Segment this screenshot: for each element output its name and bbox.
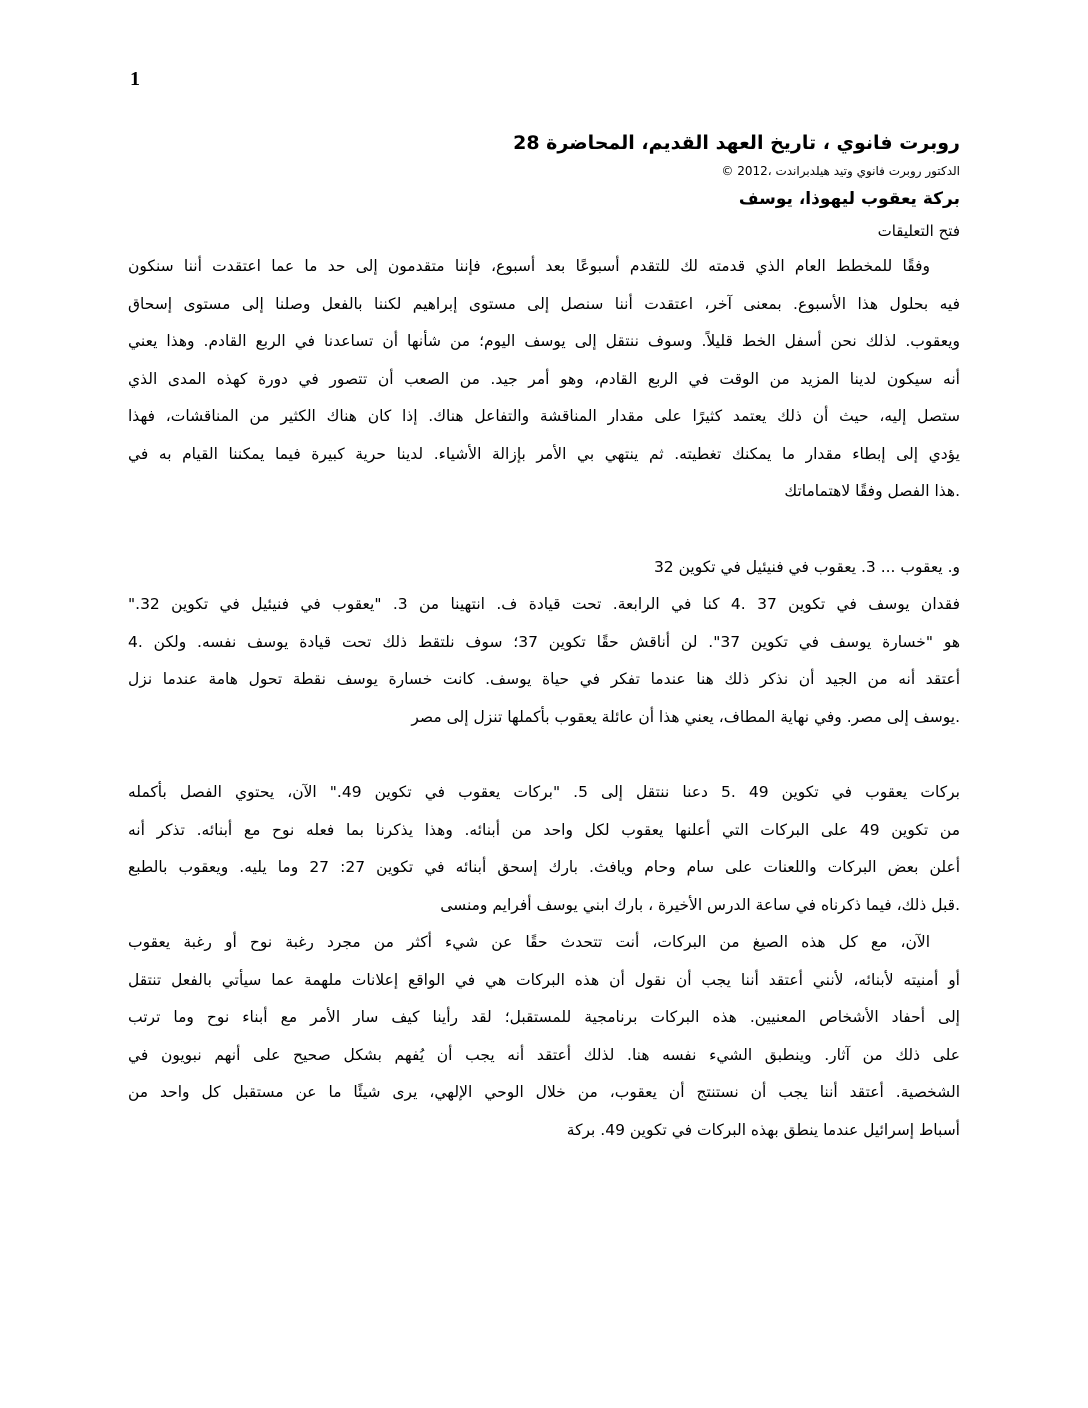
text-line: فقدان يوسف في تكوين 37 .4 كنا في الرابعة. تحت قيادة ف. انتهينا من 3. "يعقوب في فنيئيل في تكوين 32.": [128, 595, 961, 613]
text-line: وفقًا للمخطط العام الذي قدمته لك للتقدم أسبوعًا بعد أسبوع، فإننا متقدمون إلى حد ما عما اعتقدت أننا سنكون: [128, 257, 930, 275]
text-line: الشخصية. أعتقد أننا يجب أن نستنتج أن يعقوب، من خلال الوحي الإلهي، يرى شيئًا ما عن مستقبل كل واحد من: [128, 1083, 960, 1101]
text-line: أنه سيكون لدينا المزيد من الوقت في الربع القادم، وهو أمر جيد. من الصعب أن تتصور في دورة كهذه المدى الذي: [128, 369, 960, 388]
lecture-subtitle: بركة يعقوب ليهوذا، يوسف: [738, 189, 960, 209]
text-line: .قبل ذلك، فيما ذكرناه في ساعة الدرس الأخيرة ، بارك ابني يوسف أفرايم ومنسى: [440, 895, 960, 914]
text-line: أعلن بعض البركات واللعنات على سام وحام ويافث. بارك إسحق أبنائه في تكوين 27: 27 وما يليه. ويعقوب بالطبع: [128, 858, 961, 876]
text-line: هو "خسارة يوسف في تكوين 37". لن أناقش حقًا تكوين 37؛ سوف نلتقط ذلك تحت قيادة يوسف نفسه. ولكن .4: [128, 632, 961, 651]
text-line: أو أمنيته لأبنائه، لأنني أعتقد أننا يجب أن نقول أن هذه البركات هي في الواقع إعلانات ملهمة عما سيأتي بالفعل تنتقل: [128, 970, 960, 989]
text-line: على ذلك من آثار. وينطبق الشيء نفسه هنا. لذلك أعتقد أنه يجب أن يُفهم بشكل صحيح على أنهم نبويون في: [128, 1045, 960, 1064]
document-body: [128, 126, 960, 1149]
paragraph-intro: [128, 248, 960, 511]
text-line: من تكوين 49 على البركات التي أعلنها يعقوب لكل واحد من أبنائه. وهذا يذكرنا بما فعله نوح مع أبنائه. تذكر أنه: [128, 820, 960, 839]
text-line: أعتقد أنه من الجيد أن نذكر ذلك هنا عندما تفكر في حياة يوسف. كانت خسارة يوسف نقطة تحول هامة عندما نزل: [128, 670, 960, 688]
text-line: إلى أحفاد الأشخاص المعنيين. هذه البركات برنامجية للمستقبل؛ لقد رأينا كيف سار الأمر مع أبناء نوح وما ترتب: [128, 1008, 960, 1026]
section-label: فتح التعليقات: [877, 222, 960, 240]
text-line: .هذا الفصل وفقًا لاهتماماتك: [784, 482, 960, 500]
spacer: [128, 736, 960, 774]
paragraph-prophetic: [128, 924, 960, 1149]
text-line: ويعقوب. لذلك نحن أسفل الخط قليلاً. وسوف ننتقل إلى يوسف اليوم؛ من شأنها أن تساعدنا في الربع القادم. وهذا يعني: [128, 332, 960, 350]
page-number: 1: [130, 68, 140, 90]
text-line: أسباط إسرائيل عندما ينطق بهذه البركات في تكوين 49. بركة: [566, 1120, 960, 1139]
text-line: فيه بحلول هذا الأسبوع. بمعنى آخر، اعتقدت أننا سنصل إلى مستوى إبراهيم لكننا بالفعل وصلنا إلى مستوى إسحاق: [128, 294, 960, 313]
paragraph-joseph-loss: [128, 549, 960, 737]
text-line: بركات يعقوب في تكوين 49 .5 دعنا ننتقل إلى 5. "بركات يعقوب في تكوين 49." الآن، يحتوي الفصل بأكمله: [128, 783, 960, 801]
text-line: ستصل إليه، حيث أن ذلك يعتمد كثيرًا على مقدار المناقشة والتفاعل هناك. إذا كان هناك الكثير من المناقشات، فهذا: [128, 407, 960, 425]
copyright-line: الدكتور روبرت فانوي وتيد هيلدبراندت ،2012 ©: [721, 164, 960, 178]
text-line: و. يعقوب ... 3. يعقوب في فنيئيل في تكوين 32: [653, 557, 960, 576]
paragraph-blessings: [128, 774, 960, 924]
document-title: روبرت فانوي ، تاريخ العهد القديم، المحاضرة 28: [513, 132, 960, 154]
text-line: الآن، مع كل هذه الصيغ من البركات، أنت تتحدث حقًا عن شيء أكثر من مجرد رغبة نوح أو رغبة يعقوب: [128, 933, 930, 951]
spacer: [128, 511, 960, 549]
text-line: .يوسف إلى مصر. وفي نهاية المطاف، يعني هذا أن عائلة يعقوب بأكملها تنزل إلى مصر: [411, 707, 960, 726]
text-line: يؤدي إلى إبطاء مقدار ما يمكنك تغطيته. ثم ينتهي بي الأمر بإزالة الأشياء. لدينا حرية كبيرة فيما يمكننا القيام به في: [128, 444, 960, 463]
